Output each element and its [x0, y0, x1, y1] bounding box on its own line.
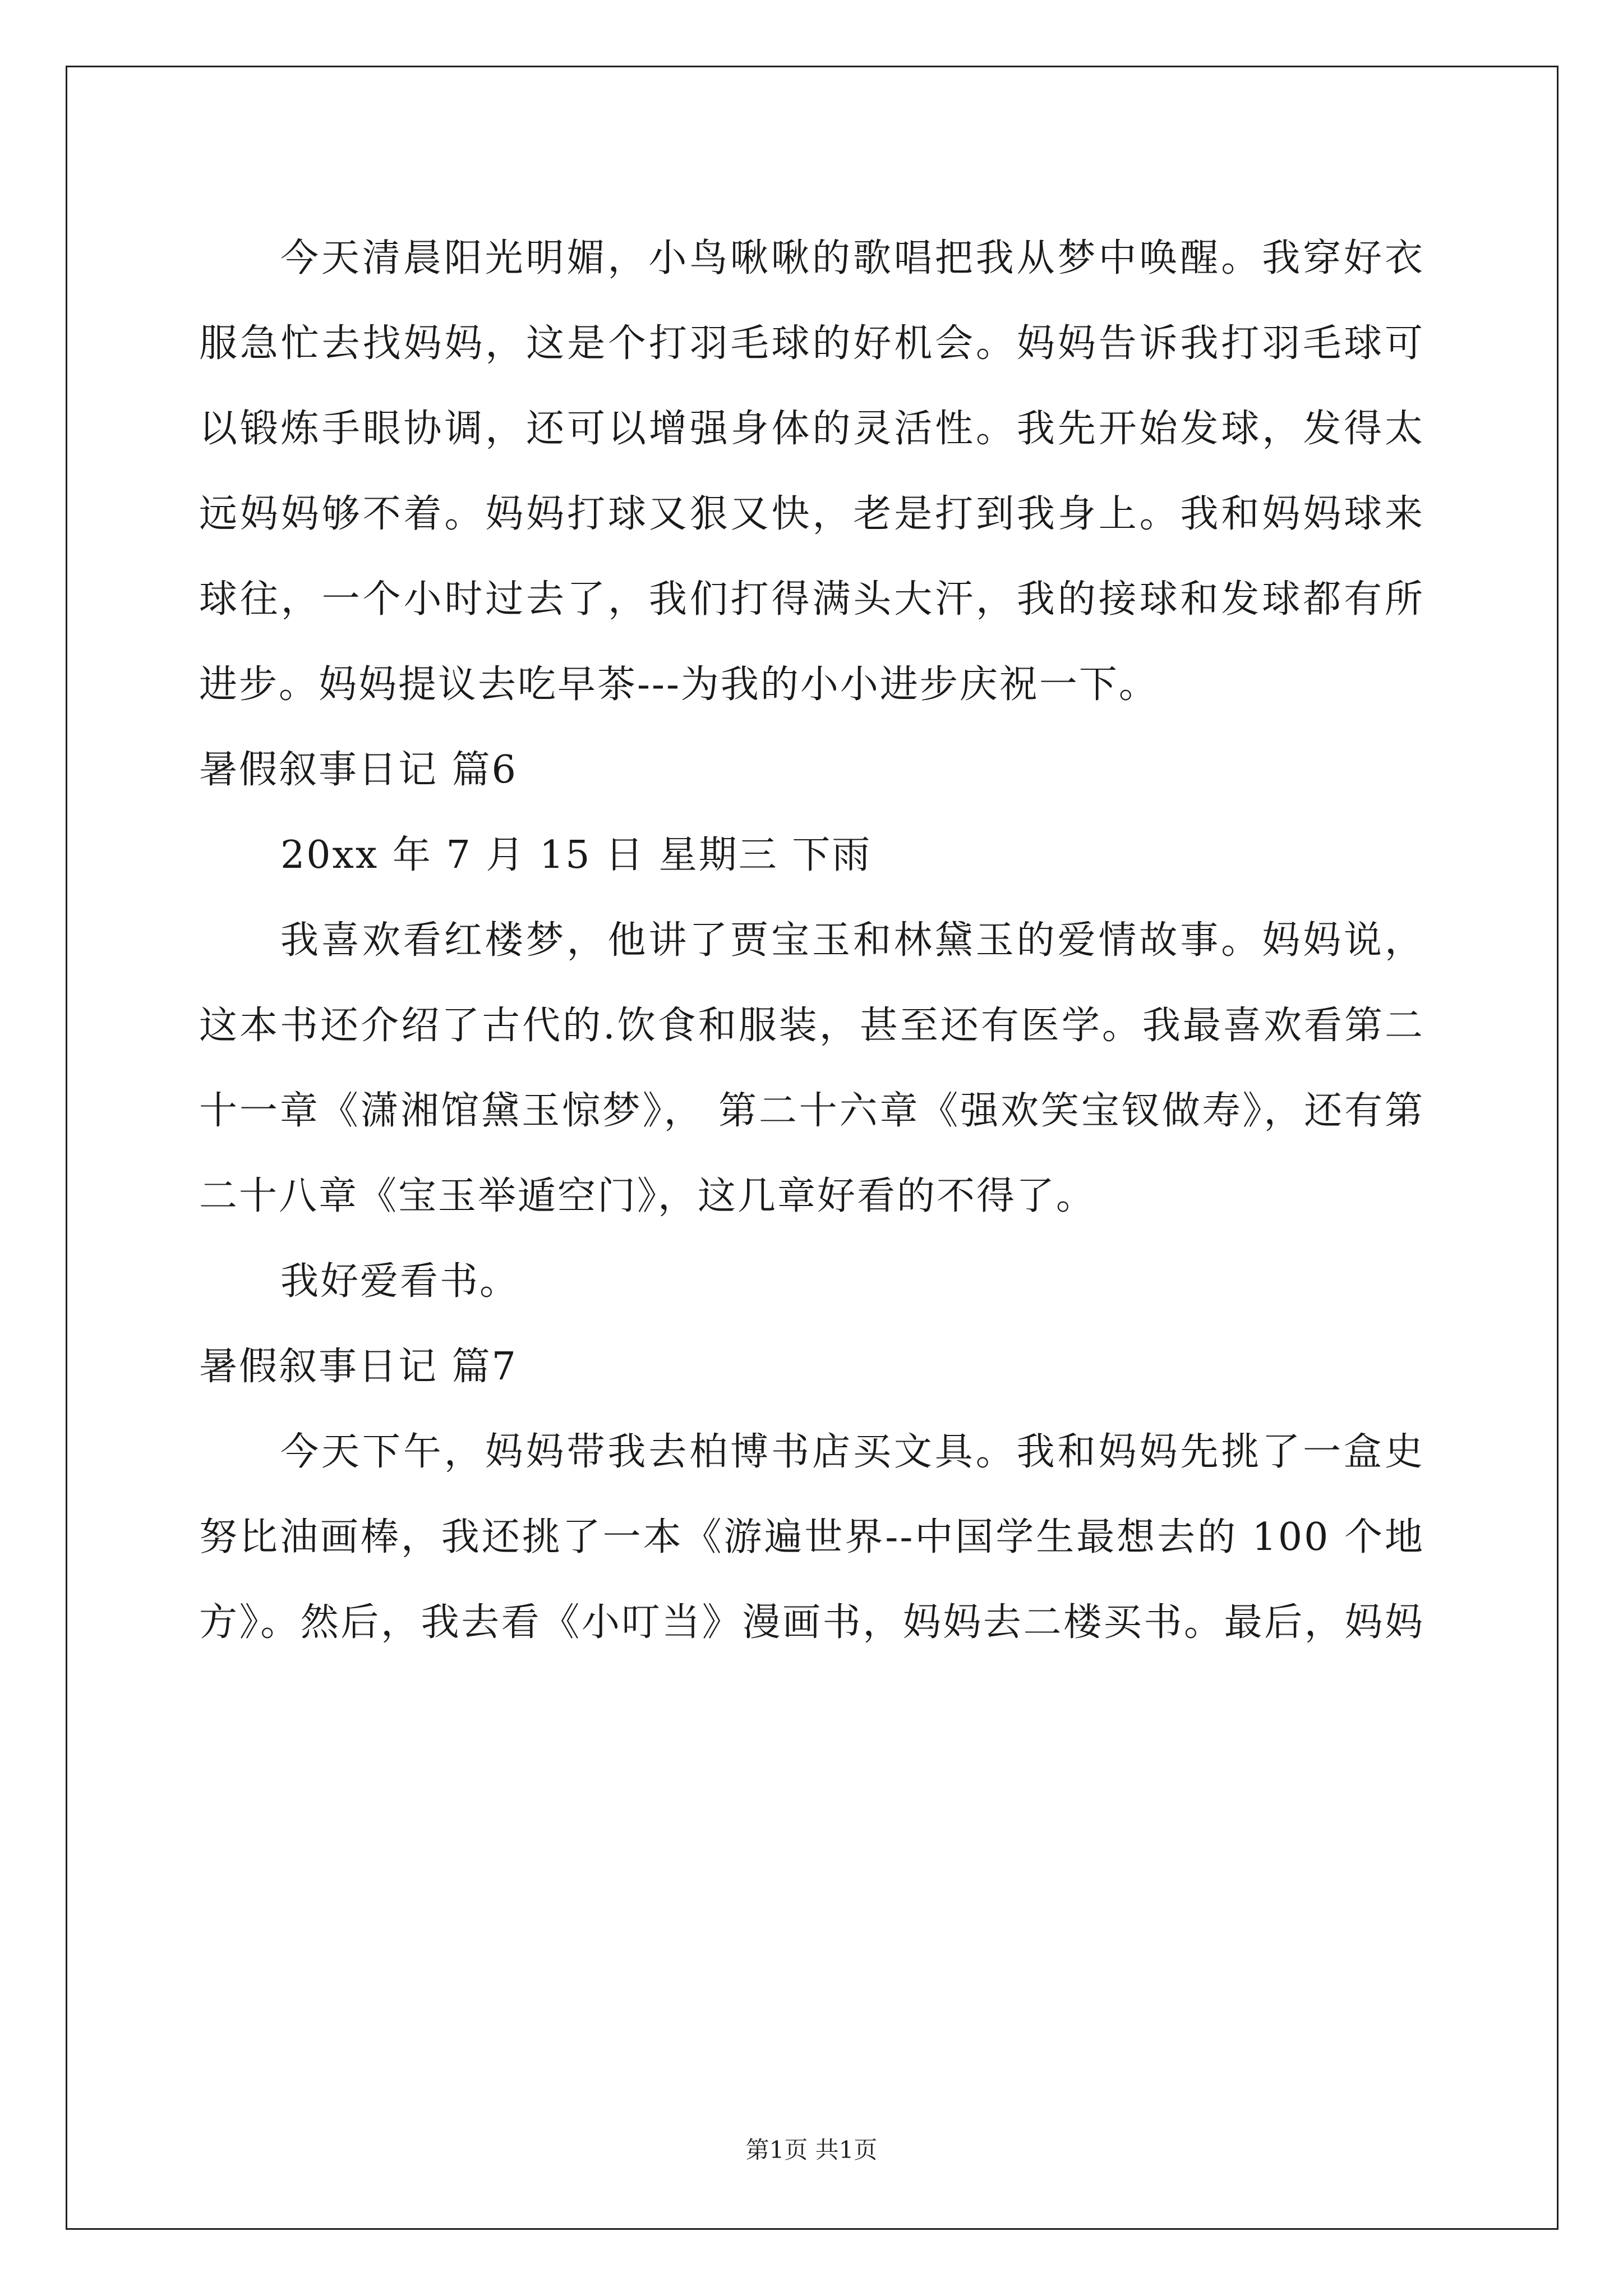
text-line: 以锻炼手眼协调，还可以增强身体的灵活性。我先开始发球，发得太 [199, 407, 1424, 451]
date-line: 20xx 年 7 月 15 日 星期三 下雨 [280, 833, 872, 877]
text-line: 这本书还介绍了古代的.饮食和服装，甚至还有医学。我最喜欢看第二 [199, 1004, 1424, 1048]
section-heading: 暑假叙事日记 篇7 [199, 1345, 518, 1389]
text-line: 远妈妈够不着。妈妈打球又狠又快，老是打到我身上。我和妈妈球来 [199, 492, 1424, 536]
page-footer: 第1页 共1页 [745, 2136, 878, 2164]
text-line: 努比油画棒，我还挑了一本《游遍世界--中国学生最想去的 100 个地 [199, 1515, 1424, 1559]
section-heading: 暑假叙事日记 篇6 [199, 748, 518, 792]
text-line: 我好爱看书。 [280, 1259, 520, 1304]
text-line: 今天清晨阳光明媚，小鸟啾啾的歌唱把我从梦中唤醒。我穿好衣 [280, 236, 1424, 280]
text-line: 二十八章《宝玉举遁空门》，这几章好看的不得了。 [199, 1174, 1096, 1218]
text-line: 十一章《潇湘馆黛玉惊梦》， 第二十六章《强欢笑宝钗做寿》，还有第 [199, 1089, 1424, 1133]
text-line: 服急忙去找妈妈，这是个打羽毛球的好机会。妈妈告诉我打羽毛球可 [199, 321, 1424, 366]
text-line: 球往，一个小时过去了，我们打得满头大汗，我的接球和发球都有所 [199, 577, 1424, 622]
text-line: 方》。然后，我去看《小叮当》漫画书，妈妈去二楼买书。最后，妈妈 [199, 1600, 1424, 1645]
text-line: 我喜欢看红楼梦，他讲了贾宝玉和林黛玉的爱情故事。妈妈说， [280, 918, 1424, 963]
text-line: 今天下午，妈妈带我去柏博书店买文具。我和妈妈先挑了一盒史 [280, 1430, 1424, 1474]
text-line: 进步。妈妈提议去吃早茶---为我的小小进步庆祝一下。 [199, 662, 1159, 707]
document-body [199, 216, 1424, 1665]
